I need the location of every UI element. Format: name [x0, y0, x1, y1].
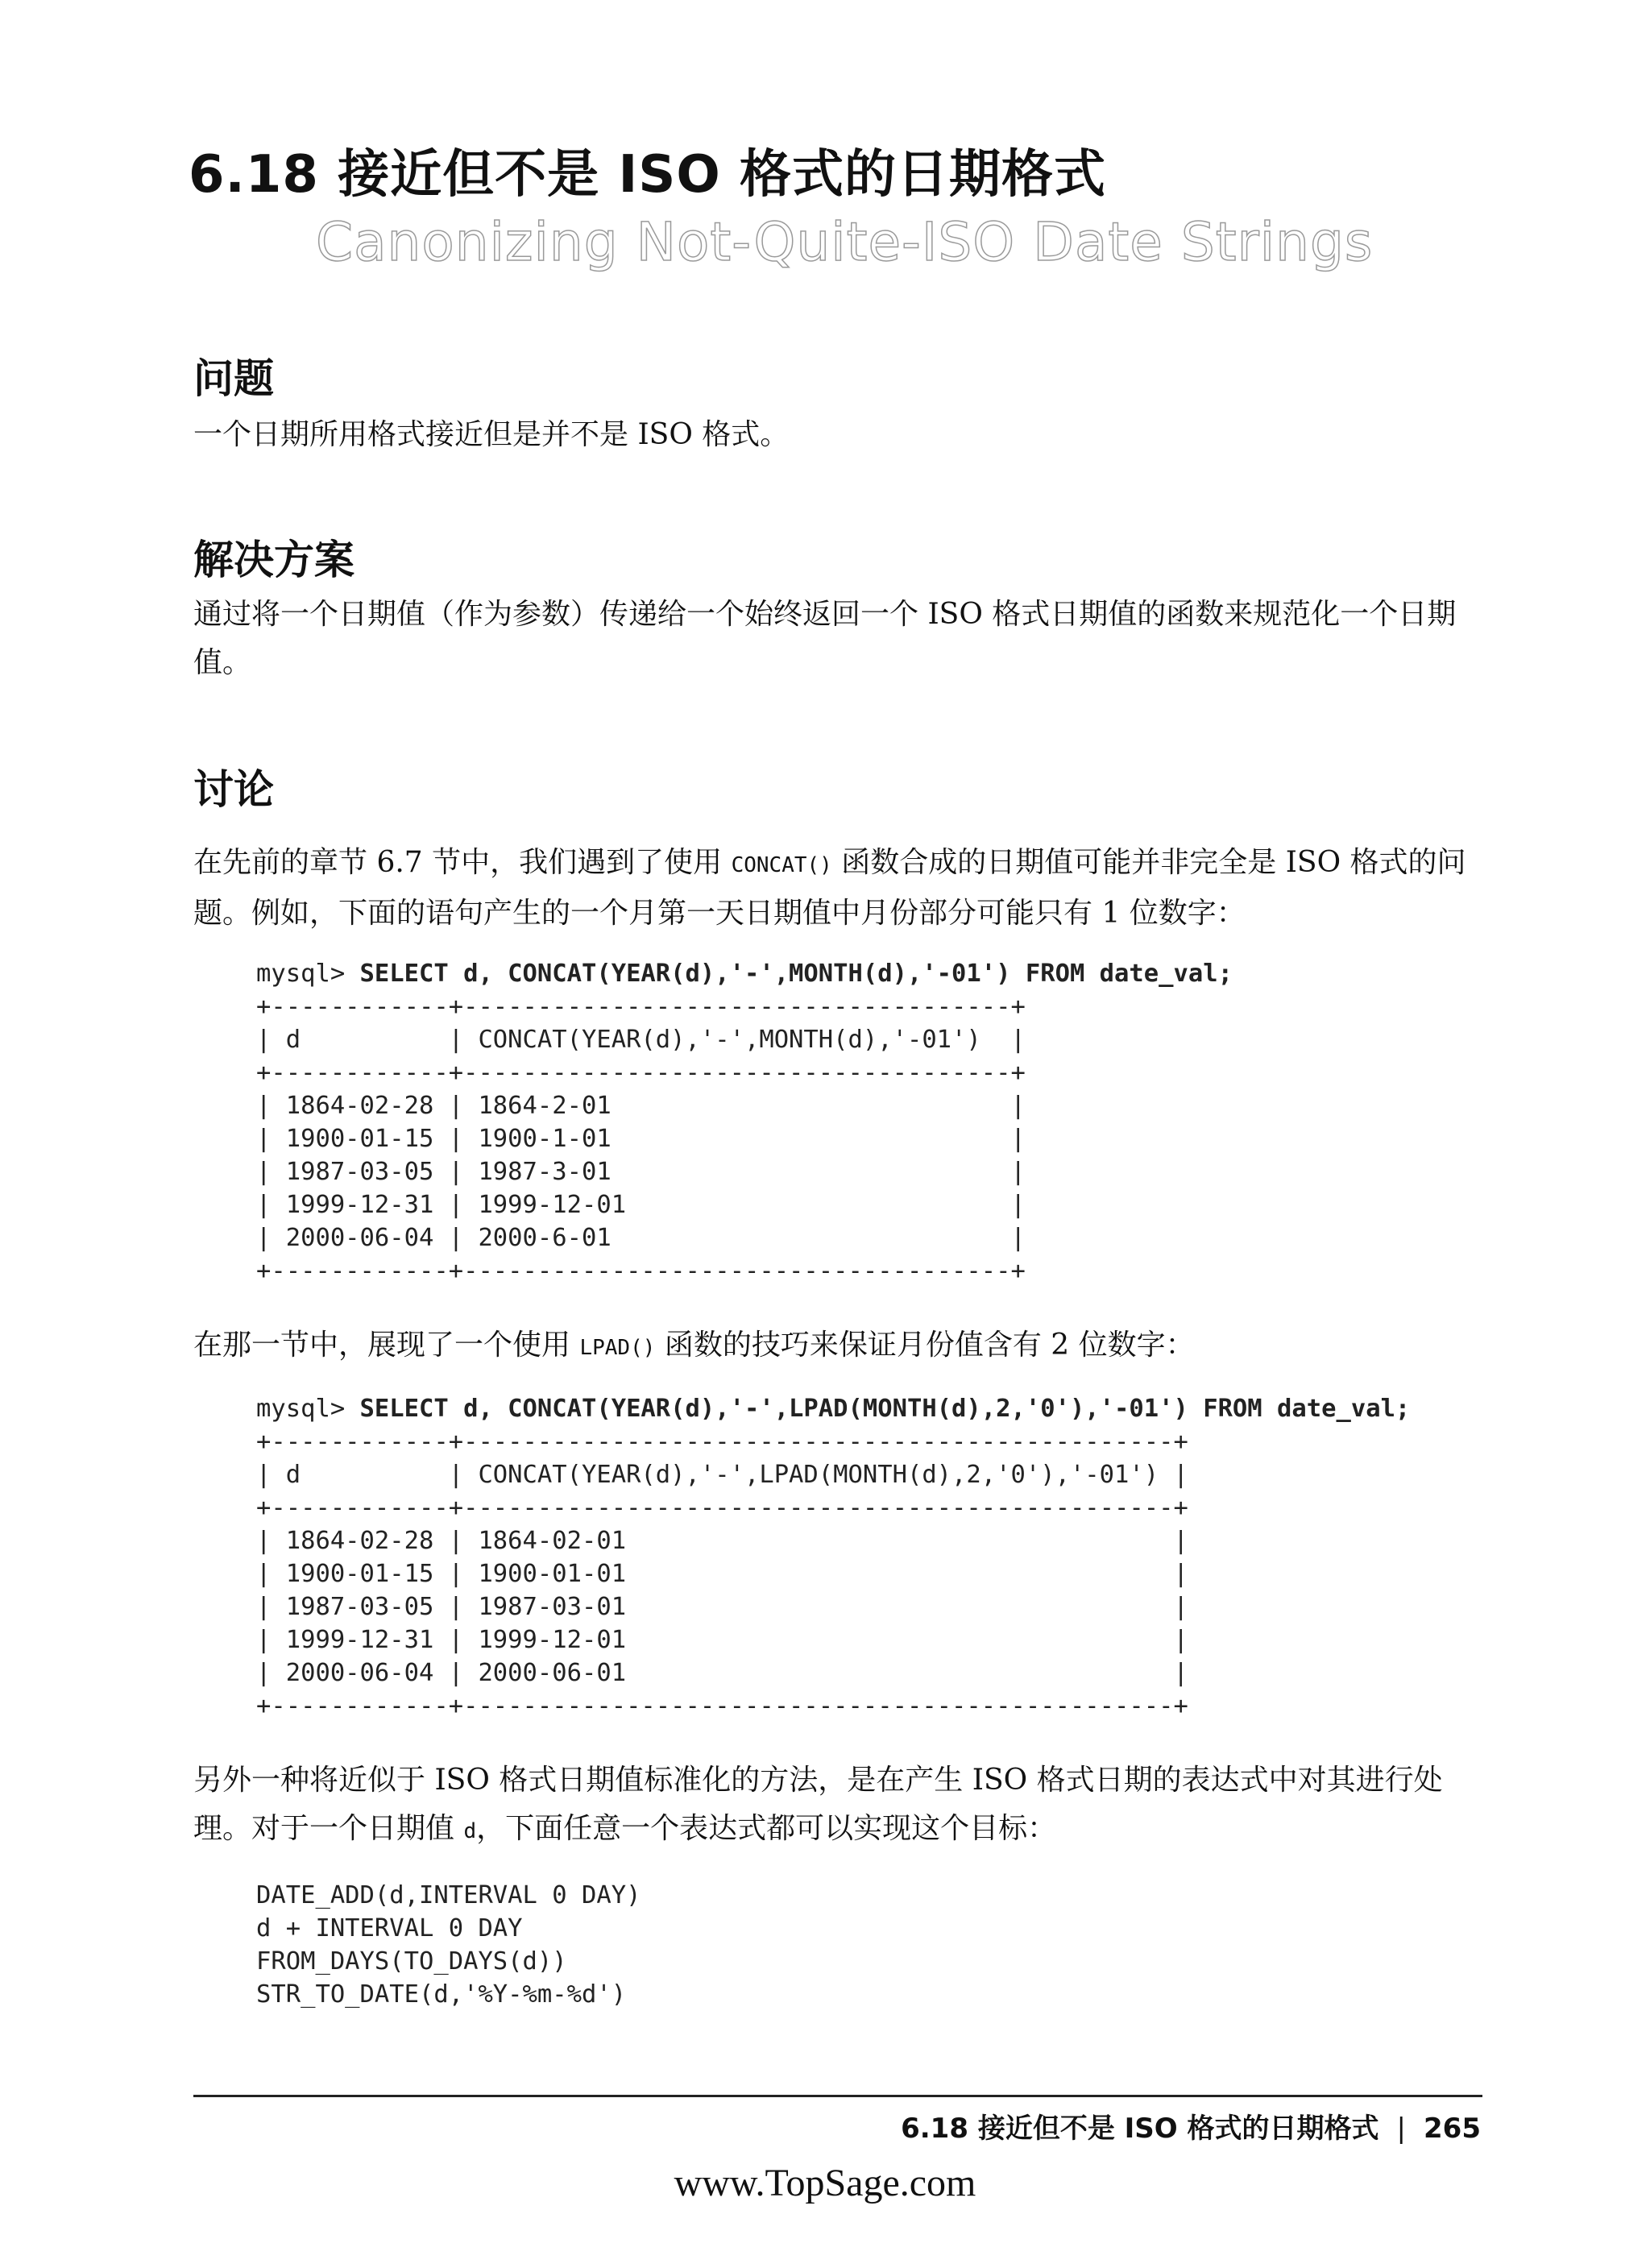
watermark-url: www.TopSage.com [674, 2162, 976, 2204]
discussion-heading: 讨论 [193, 766, 274, 813]
inline-code-concat: CONCAT() [731, 853, 832, 877]
table-row: | 1864-02-28 | 1864-02-01 | [256, 1527, 1188, 1555]
table-border: +------------+------------------------------------------------+ [256, 1692, 1188, 1720]
table-row: | 1900-01-15 | 1900-1-01 | [256, 1125, 1026, 1153]
section-subtitle: Canonizing Not-Quite-ISO Date Strings [316, 211, 1374, 273]
table-header: | d | CONCAT(YEAR(d),'-',LPAD(MONTH(d),2,'0'),'-01') | [256, 1461, 1188, 1489]
code-block-lpad [256, 1392, 1410, 1723]
inline-code-lpad: LPAD() [579, 1336, 656, 1360]
paragraph-text: 在那一节中，展现了一个使用 [193, 1329, 580, 1362]
discussion-paragraph-2 [193, 1321, 1474, 1372]
code-line: FROM_DAYS(TO_DAYS(d)) [256, 1947, 567, 1976]
solution-heading: 解决方案 [193, 537, 354, 583]
paragraph-text: 函数的技巧来保证月份值含有 2 位数字： [655, 1329, 1195, 1362]
section-title: 6.18 接近但不是 ISO 格式的日期格式 [189, 145, 1107, 205]
code-prompt: mysql> [256, 960, 360, 988]
table-row: | 2000-06-04 | 2000-06-01 | [256, 1659, 1188, 1687]
discussion-paragraph-1 [193, 839, 1474, 938]
table-header: | d | CONCAT(YEAR(d),'-',MONTH(d),'-01') | [256, 1026, 1026, 1054]
footer-separator: | [1396, 2113, 1407, 2145]
table-row: | 2000-06-04 | 2000-6-01 | [256, 1224, 1026, 1252]
table-row: | 1900-01-15 | 1900-01-01 | [256, 1560, 1188, 1588]
table-row: | 1987-03-05 | 1987-3-01 | [256, 1158, 1026, 1186]
code-command: SELECT d, CONCAT(YEAR(d),'-',MONTH(d),'-01') FROM date_val; [359, 960, 1233, 988]
footer-rule [193, 2095, 1482, 2097]
problem-heading: 问题 [193, 355, 274, 402]
table-border: +------------+-------------------------------------+ [256, 993, 1026, 1021]
paragraph-text: 函数合成的日期值可能并非完全是 ISO 格式的问题。例如，下面的语句产生的一个月第一天日期值中月份部分可能只有 1 位数字： [193, 846, 1466, 930]
code-line: STR_TO_DATE(d,'%Y-%m-%d') [256, 1980, 627, 2009]
table-border: +------------+-------------------------------------+ [256, 1059, 1026, 1087]
paragraph-text: 另外一种将近似于 ISO 格式日期值标准化的方法，是在产生 ISO 格式日期的表达式中对其进行处理。对于一个日期值 [193, 1764, 1443, 1845]
table-border: +------------+-------------------------------------+ [256, 1257, 1026, 1285]
code-prompt: mysql> [256, 1395, 360, 1423]
inline-code-d: d [463, 1819, 477, 1843]
table-row: | 1864-02-28 | 1864-2-01 | [256, 1092, 1026, 1120]
discussion-paragraph-3 [193, 1756, 1474, 1855]
paragraph-text: ，下面任意一个表达式都可以实现这个目标： [476, 1812, 1057, 1845]
problem-text: 一个日期所用格式接近但是并不是 ISO 格式。 [193, 418, 790, 451]
code-block-concat [256, 957, 1233, 1287]
table-row: | 1987-03-05 | 1987-03-01 | [256, 1593, 1188, 1621]
code-command: SELECT d, CONCAT(YEAR(d),'-',LPAD(MONTH(d),2,'0'),'-01') FROM date_val; [359, 1395, 1411, 1423]
code-line: DATE_ADD(d,INTERVAL 0 DAY) [256, 1881, 641, 1909]
paragraph-text: 在先前的章节 6.7 节中，我们遇到了使用 [193, 846, 732, 879]
solution-text: 通过将一个日期值（作为参数）传递给一个始终返回一个 ISO 格式日期值的函数来规范化一个日期值。 [193, 598, 1457, 679]
page-footer [901, 2106, 1481, 2146]
table-row: | 1999-12-31 | 1999-12-01 | [256, 1191, 1026, 1219]
page-number: 265 [1424, 2113, 1481, 2145]
code-line: d + INTERVAL 0 DAY [256, 1914, 523, 1943]
running-title: 6.18 接近但不是 ISO 格式的日期格式 [901, 2113, 1379, 2145]
code-block-expressions [256, 1879, 641, 2011]
table-border: +------------+------------------------------------------------+ [256, 1428, 1188, 1456]
table-row: | 1999-12-31 | 1999-12-01 | [256, 1626, 1188, 1654]
table-border: +------------+------------------------------------------------+ [256, 1494, 1188, 1522]
